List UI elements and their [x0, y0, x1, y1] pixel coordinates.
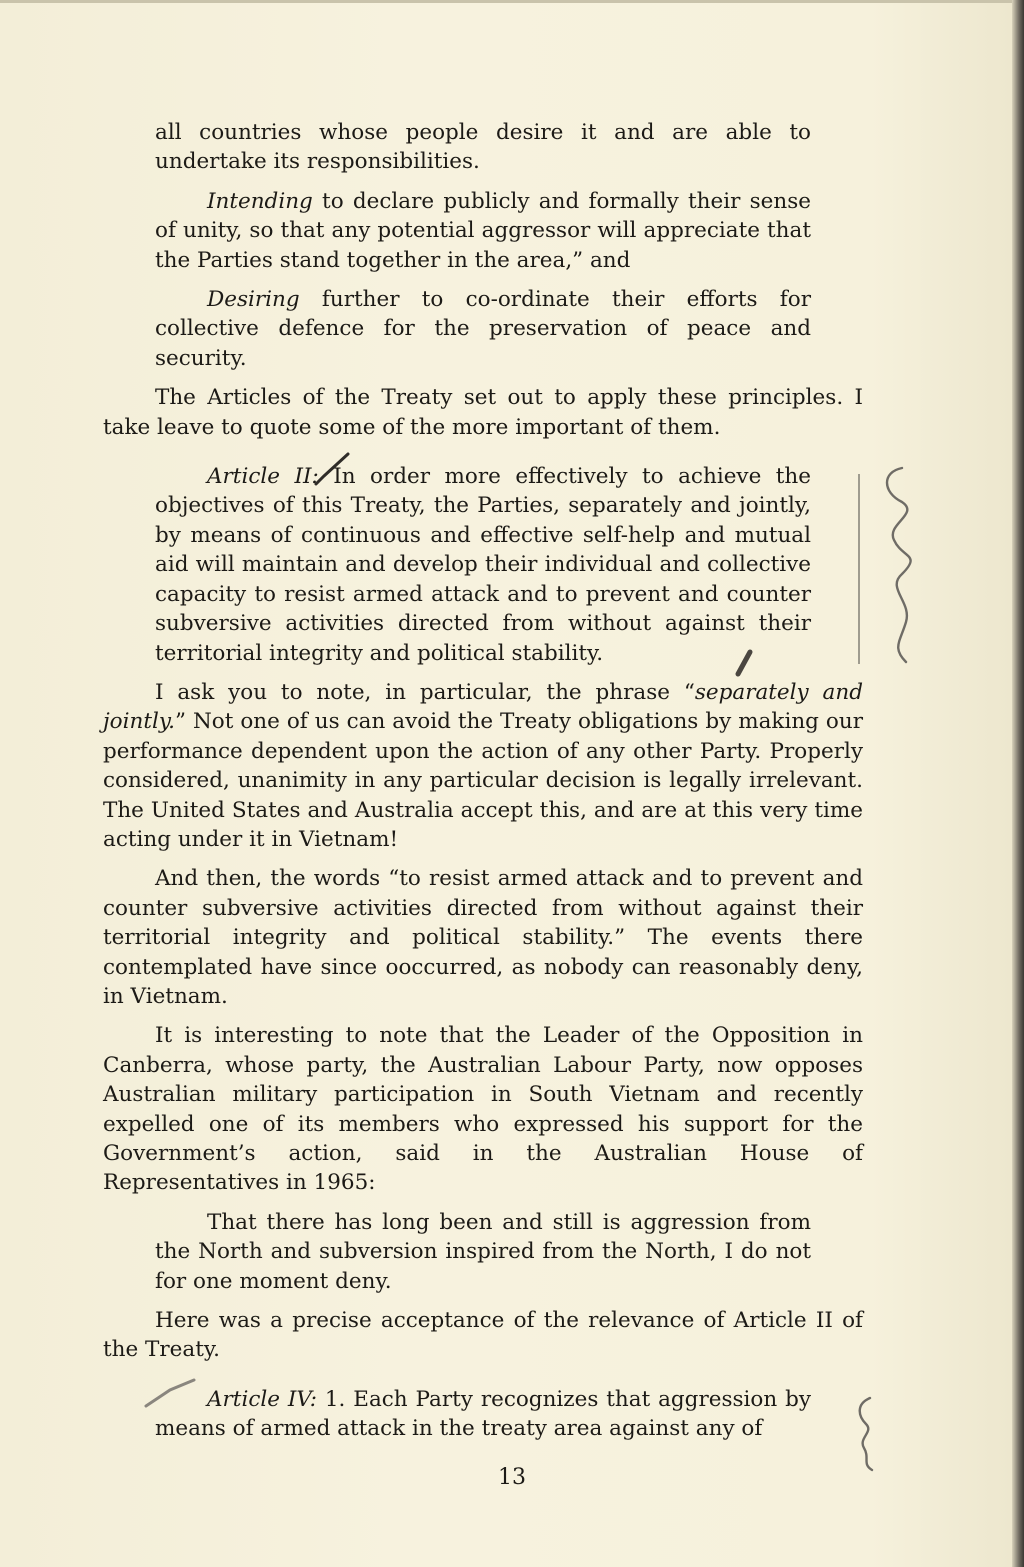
desiring-text: further to co-ordinate their efforts for collective defence for the preservation of peace and security.: [155, 287, 811, 371]
intending-word: Intending: [207, 188, 313, 214]
article-ii-label: Article II:: [207, 464, 319, 490]
pencil-tick-article-iv: [140, 1374, 200, 1414]
margin-squiggle-article-ii: [872, 462, 932, 672]
separately-rest: ” Not one of us can avoid the Treaty obligations by making our performance dependent upon the action of any other Party. Properly considered, unanimity in any particular decision is legally irrelevant. The United States and Australia accept this, and are at this very time acting under it in Vietnam!: [103, 709, 863, 852]
articles-intro-paragraph: The Articles of the Treaty set out to apply these principles. I take leave to quote some of the more important of them.: [103, 385, 863, 440]
article-iv-quote: [155, 1385, 811, 1444]
document-body: [103, 118, 863, 1444]
pencil-mark-stability: [732, 648, 756, 678]
article-ii-text: In order more effectively to achieve the objectives of this Treaty, the Parties, separately and jointly, by means of continuous and effective self-help and mutual aid will maintain and develop their individual and collective capacity to resist armed attack and to prevent and counter subversive activities directed from without against their territorial integrity and political stability.: [155, 464, 812, 666]
margin-bracket-line: [858, 474, 860, 664]
page-top-edge: [0, 0, 1024, 3]
separately-jointly-paragraph: [103, 678, 863, 854]
page-right-edge: [1012, 0, 1024, 1567]
quote-lead-paragraph: all countries whose people desire it and are able to undertake its responsibilities.: [155, 120, 811, 175]
quote-desiring-paragraph: [155, 285, 811, 373]
quote-intending-paragraph: [155, 187, 811, 275]
pencil-tick-article-ii: [312, 450, 352, 490]
opposition-quote: That there has long been and still is aggression from the North and subversion inspired from the North, I do not for one moment deny.: [155, 1209, 811, 1294]
intending-text: to declare publicly and formally their sense of unity, so that any potential aggressor will appreciate that the Parties stand together in the area,” and: [155, 188, 811, 273]
separately-intro: I ask you to note, in particular, the phrase “: [155, 679, 695, 705]
article-ii-quote: [155, 462, 811, 668]
margin-squiggle-article-iv: [848, 1394, 888, 1474]
article-iv-label: Article IV:: [207, 1386, 317, 1412]
desiring-word: Desiring: [207, 287, 300, 313]
article-ii-relevance-paragraph: Here was a precise acceptance of the relevance of Article II of the Treaty.: [103, 1308, 863, 1363]
opposition-leader-paragraph: It is interesting to note that the Leader of the Opposition in Canberra, whose party, the Australian Labour Party, now opposes Australian military participation in South Vietnam and recently expelled one of its members who expressed his support for the Government’s action, said in the Australian House of Representatives in 1965:: [103, 1023, 863, 1196]
article-iv-text: 1. Each Party recognizes that aggression by means of armed attack in the treaty area against any of: [155, 1386, 811, 1442]
separately-jointly-phrase: separately and jointly.: [103, 679, 863, 735]
page-number: 13: [498, 1465, 526, 1490]
resist-armed-attack-paragraph: And then, the words “to resist armed attack and to prevent and counter subversive activities directed from without against their territorial integrity and political stability.” The events there contemplated have since ooccurred, as nobody can reasonably deny, in Vietnam.: [103, 866, 863, 1009]
